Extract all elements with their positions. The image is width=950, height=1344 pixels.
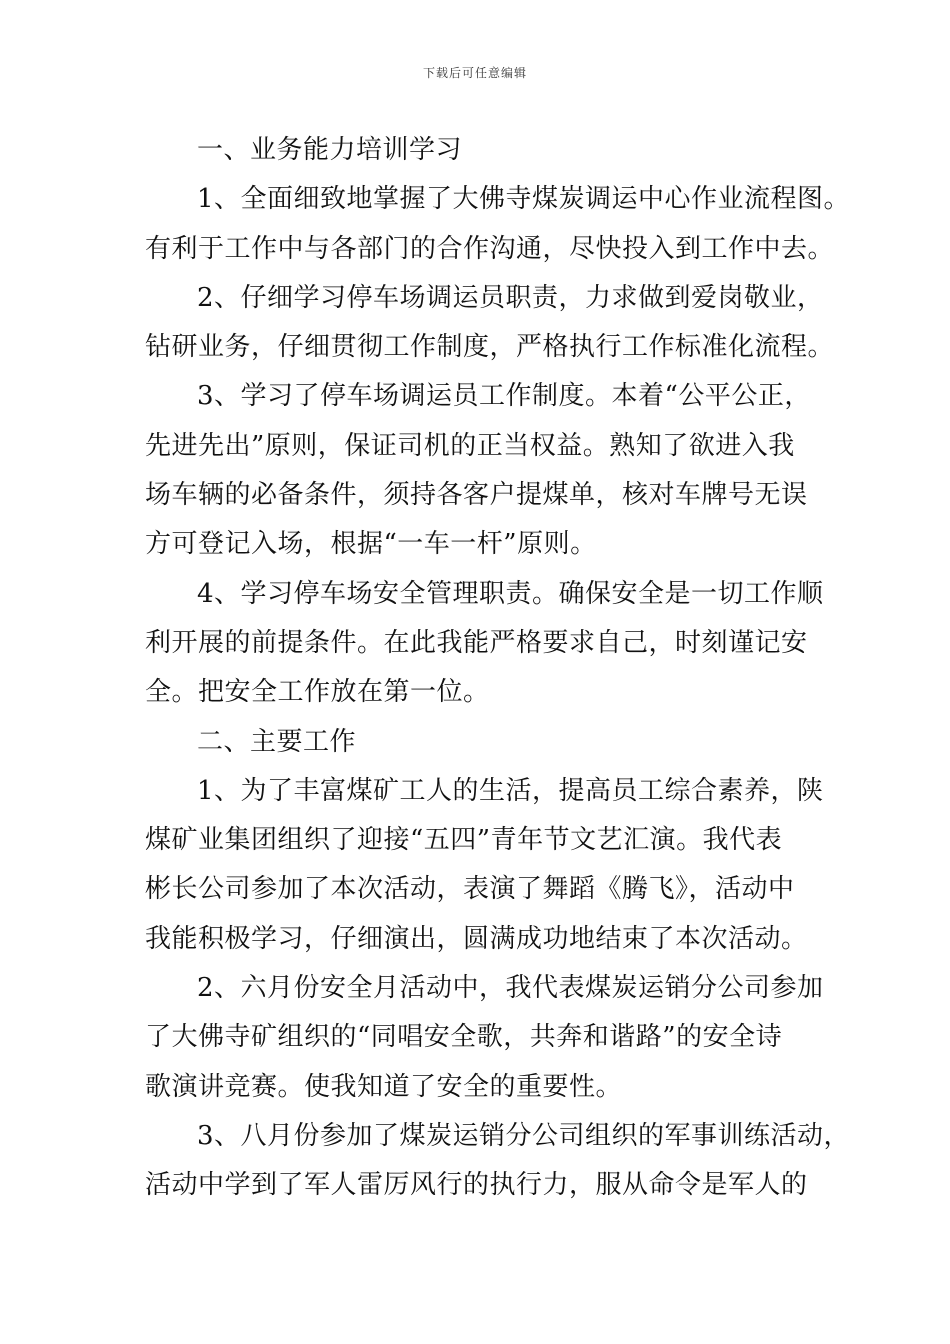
paragraph-line: 1、全面细致地掌握了大佛寺煤炭调运中心作业流程图。: [197, 184, 851, 215]
paragraph-line: 1、为了丰富煤矿工人的生活，提高员工综合素养，陕: [197, 775, 824, 806]
paragraph-line: 我能积极学习，仔细演出，圆满成功地结束了本次活动。: [145, 923, 808, 954]
paragraph-line: 有利于工作中与各部门的合作沟通，尽快投入到工作中去。: [145, 233, 835, 264]
section-heading-2: 二、主要工作: [197, 726, 357, 757]
section-heading-1: 一、业务能力培训学习: [197, 135, 463, 165]
paragraph-line: 3、学习了停车场调运员工作制度。本着“公平公正，: [197, 381, 811, 412]
paragraph-line: 场车辆的必备条件，须持各客户提煤单，核对车牌号无误: [145, 480, 808, 511]
document-body: [145, 126, 851, 1211]
paragraph-line: 彬长公司参加了本次活动，表演了舞蹈《腾飞》，活动中: [145, 874, 795, 905]
paragraph-line: 2、六月份安全月活动中，我代表煤炭运销分公司参加: [197, 973, 824, 1004]
paragraph-line: 先进先出”原则，保证司机的正当权益。熟知了欲进入我: [145, 430, 795, 461]
paragraph-line: 歌演讲竞赛。使我知道了安全的重要性。: [145, 1071, 623, 1102]
paragraph-line: 煤矿业集团组织了迎接“五四”青年节文艺汇演。我代表: [145, 825, 783, 856]
paragraph-line: 利开展的前提条件。在此我能严格要求自己，时刻谨记安: [145, 627, 808, 658]
paragraph-line: 全。把安全工作放在第一位。: [145, 677, 490, 708]
paragraph-line: 方可登记入场，根据“一车一杆”原则。: [145, 529, 597, 560]
paragraph-line: 4、学习停车场安全管理职责。确保安全是一切工作顺: [197, 578, 824, 609]
paragraph-line: 钻研业务，仔细贯彻工作制度，严格执行工作标准化流程。: [145, 332, 835, 363]
paragraph-line: 了大佛寺矿组织的“同唱安全歌，共奔和谐路”的安全诗: [145, 1022, 783, 1053]
header-note: 下载后可任意编辑: [422, 66, 527, 80]
paragraph-line: 2、仔细学习停车场调运员职责，力求做到爱岗敬业，: [197, 282, 824, 313]
paragraph-line: 3、八月份参加了煤炭运销分公司组织的军事训练活动，: [197, 1120, 851, 1151]
paragraph-line: 活动中学到了军人雷厉风行的执行力，服从命令是军人的: [145, 1170, 808, 1201]
